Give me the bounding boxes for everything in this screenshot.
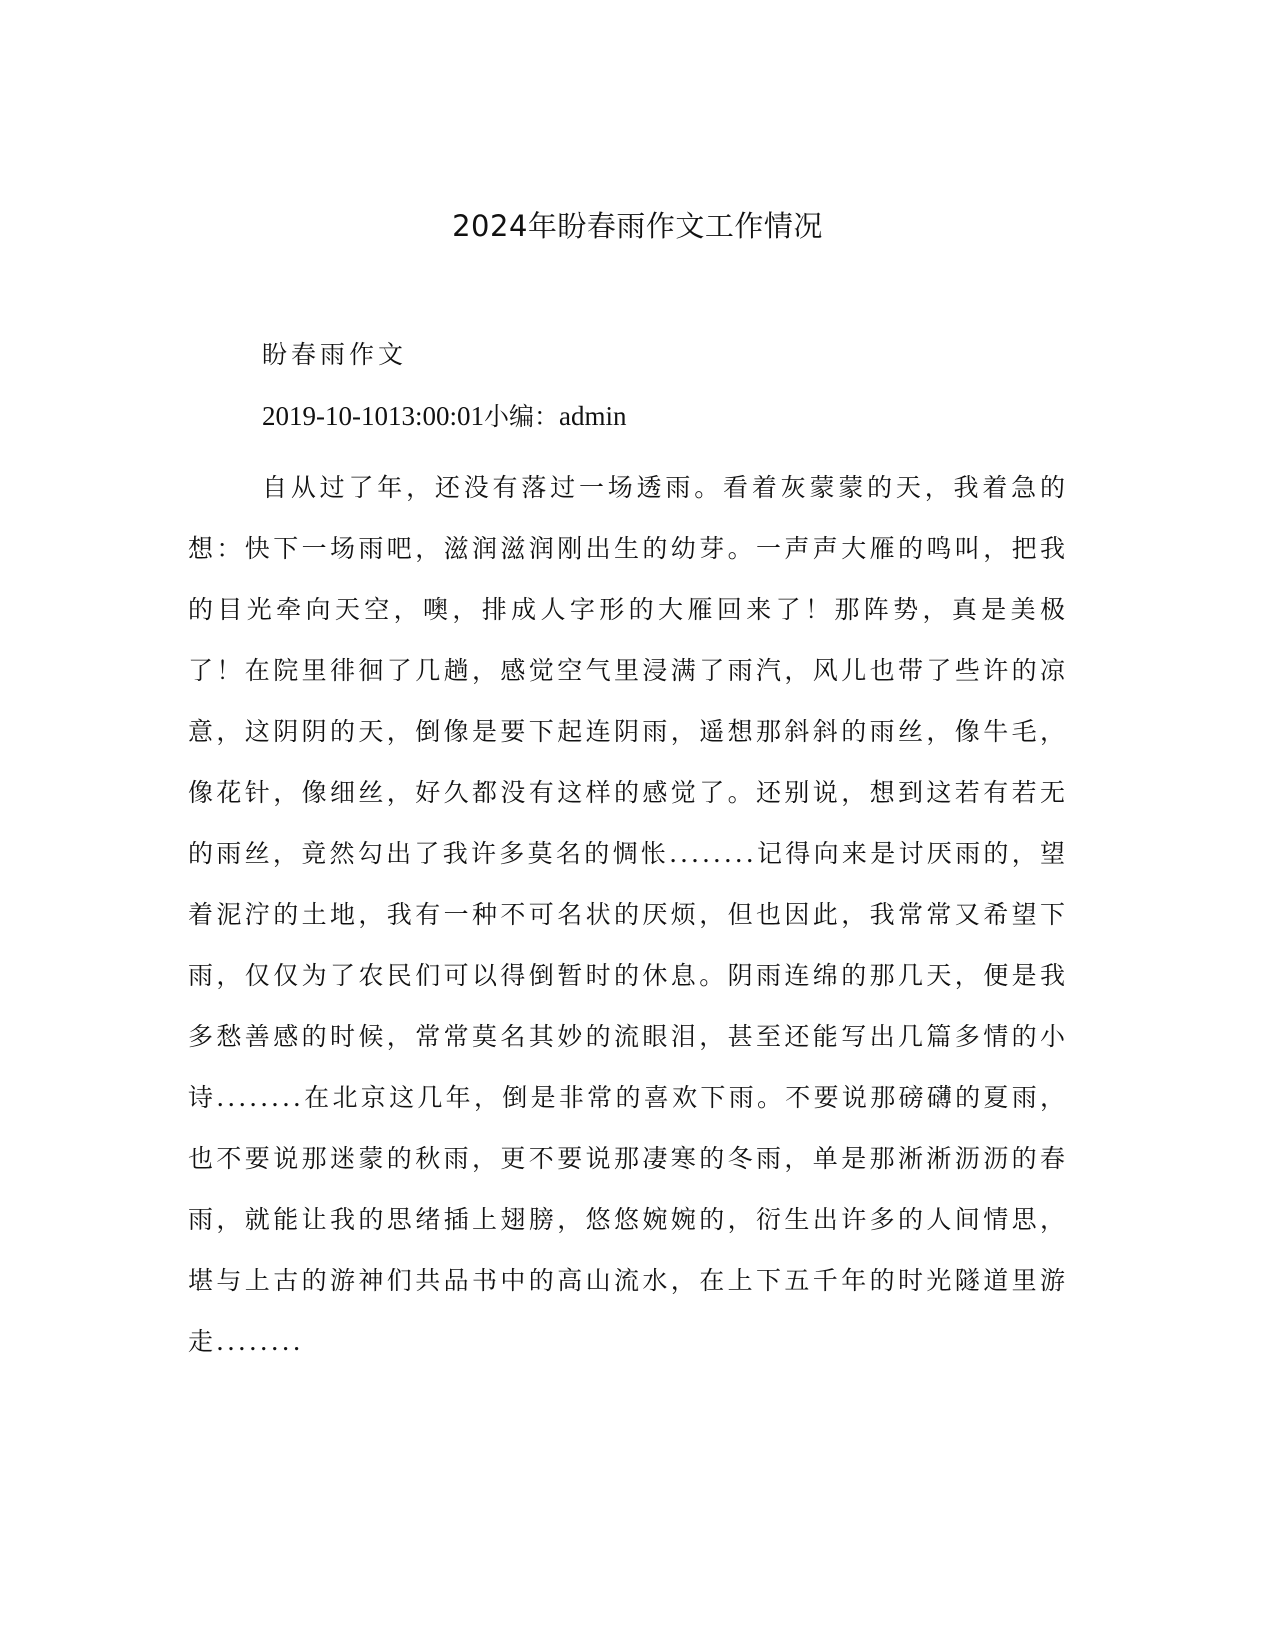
- editor-label: 小编：: [484, 402, 560, 431]
- article-body: 自从过了年，还没有落过一场透雨。看着灰蒙蒙的天，我着急的想：快下一场雨吧，滋润滋润刚出生的幼芽。一声声大雁的鸣叫，把我的目光牵向天空，噢，排成人字形的大雁回来了！那阵势，真是美极了！在院里徘徊了几趟，感觉空气里浸满了雨汽，风儿也带了些许的凉意，这阴阴的天，倒像是要下起连阴雨，遥想那斜斜的雨丝，像牛毛，像花针，像细丝，好久都没有这样的感觉了。还别说，想到这若有若无的雨丝，竟然勾出了我许多莫名的惆怅........记得向来是讨厌雨的，望着泥泞的土地，我有一种不可名状的厌烦，但也因此，我常常又希望下雨，仅仅为了农民们可以得倒暂时的休息。阴雨连绵的那几天，便是我多愁善感的时候，常常莫名其妙的流眼泪，甚至还能写出几篇多情的小诗........在北京这几年，倒是非常的喜欢下雨。不要说那磅礴的夏雨，也不要说那迷蒙的秋雨，更不要说那凄寒的冬雨，单是那淅淅沥沥的春雨，就能让我的思绪插上翅膀，悠悠婉婉的，衍生出许多的人间情思，堪与上古的游神们共品书中的高山流水，在上下五千年的时光隧道里游走........: [188, 473, 1068, 1356]
- document-title: 2024年盼春雨作文工作情况: [452, 209, 823, 243]
- article-meta: [262, 398, 627, 435]
- article-subheading: 盼春雨作文: [262, 340, 408, 369]
- editor-name: admin: [559, 401, 627, 431]
- publish-datetime: 2019-10-1013:00:01: [262, 401, 484, 431]
